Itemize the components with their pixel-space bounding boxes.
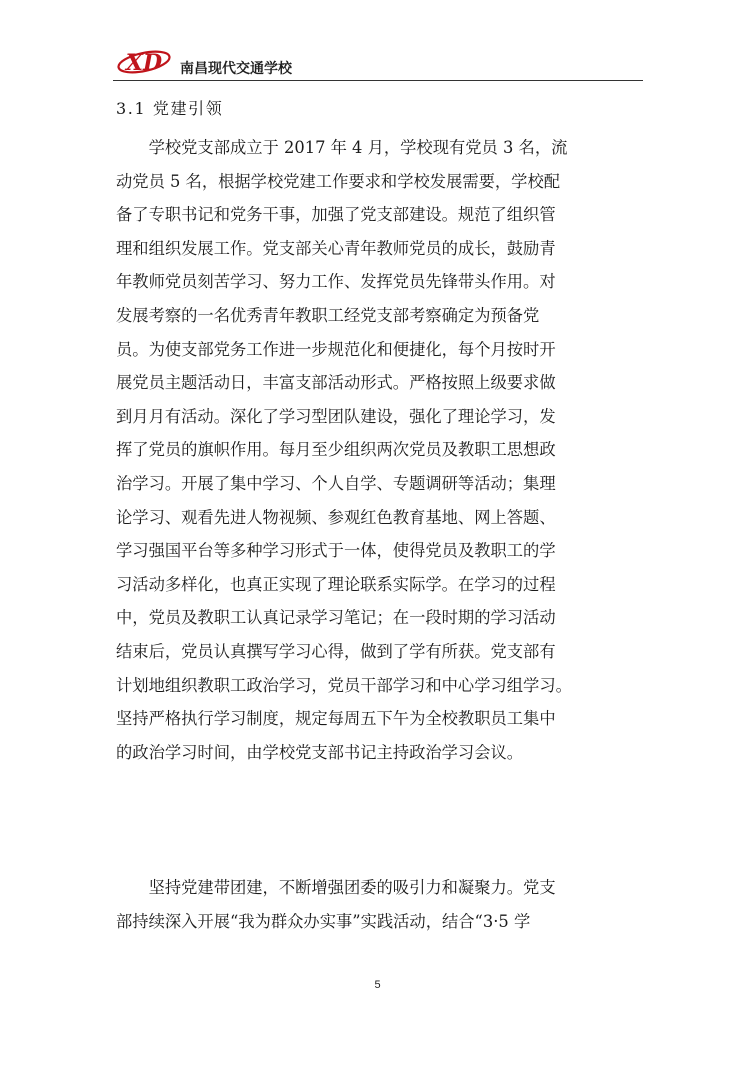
school-logo-icon [113, 40, 175, 80]
text-line: 年教师党员刻苦学习、努力工作、发挥党员先锋带头作用。对 [116, 272, 556, 292]
text-line: 学校党支部成立于 2017 年 4 月，学校现有党员 3 名，流 [116, 138, 568, 157]
text-line: 坚持党建带团建，不断增强团委的吸引力和凝聚力。党支 [116, 878, 556, 897]
school-name: 南昌现代交通学校 [180, 61, 292, 77]
paragraph-2 [116, 871, 640, 938]
text-line: 论学习、观看先进人物视频、参观红色教育基地、网上答题、 [116, 507, 556, 527]
text-line: 员。为使支部党务工作进一步规范化和便捷化，每个月按时开 [116, 339, 556, 359]
text-line: 发展考察的一名优秀青年教职工经党支部考察确定为预备党 [116, 305, 540, 325]
page-number: 5 [374, 979, 381, 991]
header-divider [113, 80, 643, 81]
section-title: 3.1 党建引领 [116, 99, 224, 118]
text-line: 备了专职书记和党务干事，加强了党支部建设。规范了组织管 [116, 205, 556, 225]
text-line: 学习强国平台等多种学习形式于一体，使得党员及教职工的学 [116, 541, 556, 561]
text-line: 的政治学习时间，由学校党支部书记主持政治学习会议。 [116, 742, 524, 762]
paragraph-1 [116, 131, 640, 769]
text-line: 计划地组织教职工政治学习，党员干部学习和中心学习组学习。 [116, 675, 572, 695]
text-line: 挥了党员的旗帜作用。每月至少组织两次党员及教职工思想政 [116, 440, 556, 460]
text-line: 理和组织发展工作。党支部关心青年教师党员的成长，鼓励青 [116, 238, 556, 258]
svg-text:XD: XD [125, 50, 163, 76]
text-line: 动党员 5 名，根据学校党建工作要求和学校发展需要，学校配 [116, 171, 561, 191]
text-line: 治学习。开展了集中学习、个人自学、专题调研等活动；集理 [116, 473, 556, 493]
text-line: 结束后，党员认真撰写学习心得，做到了学有所获。党支部有 [116, 641, 556, 661]
text-line: 到月月有活动。深化了学习型团队建设，强化了理论学习，发 [116, 406, 556, 426]
text-line: 习活动多样化，也真正实现了理论联系实际学。在学习的过程 [116, 574, 556, 594]
page-header [113, 40, 643, 84]
text-line: 坚持严格执行学习制度，规定每周五下午为全校教职员工集中 [116, 709, 556, 729]
text-line: 部持续深入开展“我为群众办实事”实践活动，结合“3·5 学 [116, 911, 531, 931]
text-line: 中，党员及教职工认真记录学习笔记；在一段时期的学习活动 [116, 608, 556, 628]
text-line: 展党员主题活动日，丰富支部活动形式。严格按照上级要求做 [116, 373, 556, 393]
